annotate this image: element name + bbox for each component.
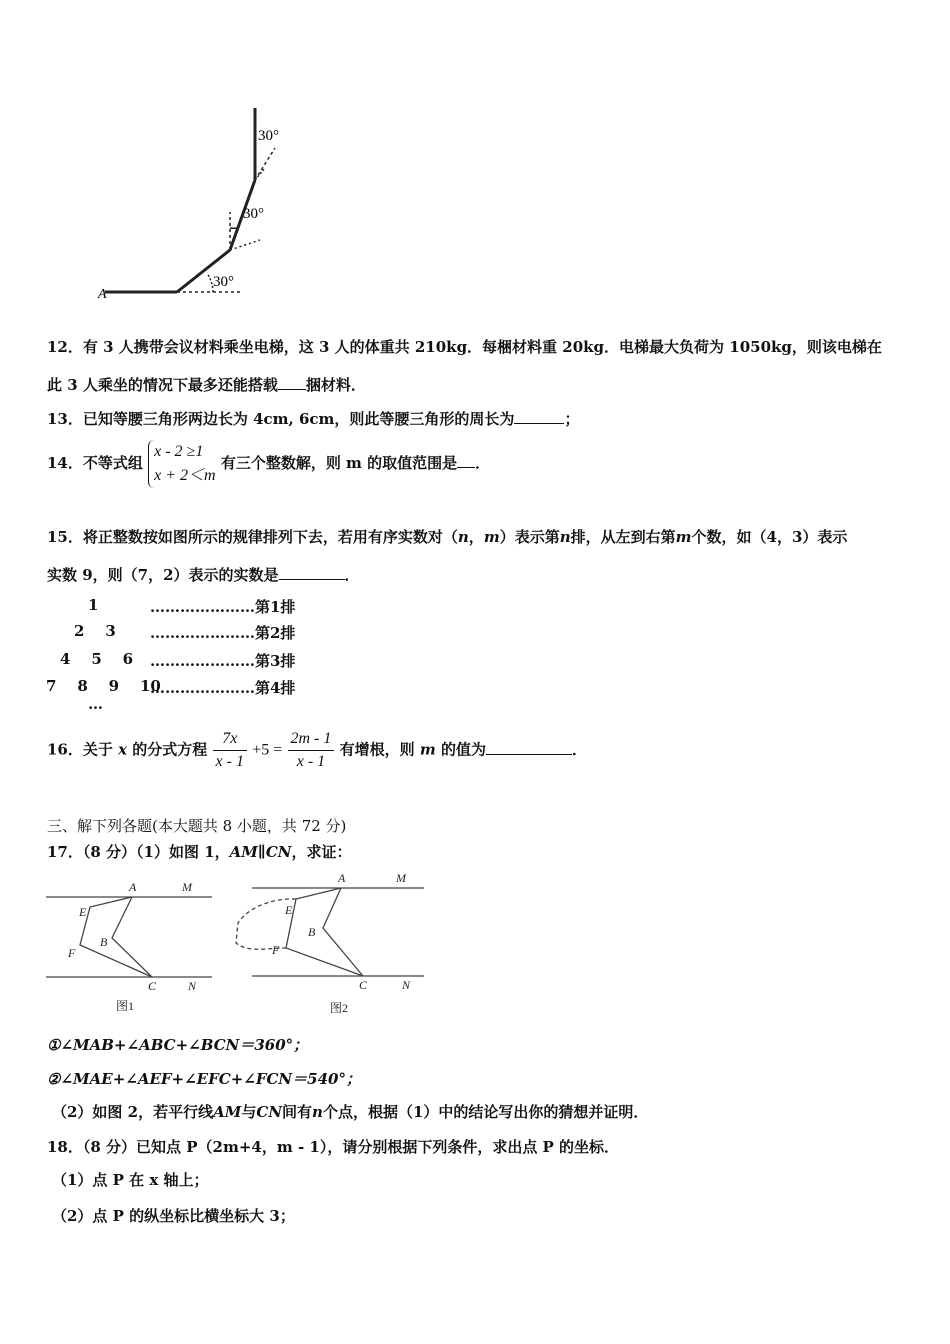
q12-line1: 12．有 3 人携带会议材料乘坐电梯，这 3 人的体重共 210kg．每梱材料重 20kg．电梯最大负荷为 1050kg，则该电梯在: [47, 338, 882, 356]
q16: [47, 730, 587, 771]
fig2-label-b: B: [308, 925, 316, 939]
q12-blank: [278, 375, 306, 390]
q18-item1: （1）点 P 在 x 轴上；: [52, 1171, 209, 1189]
angle-label-1: 30°: [213, 274, 234, 290]
triangle-row-1-label: …………………第1排: [150, 598, 296, 616]
q15-text-b: ）表示第: [499, 528, 560, 546]
triangle-row-2-nums: 2 3: [74, 622, 116, 640]
fraction-1-numerator: 7x: [213, 730, 247, 751]
triangle-row-2-label: …………………第2排: [150, 624, 296, 642]
q15-line1: [47, 526, 847, 547]
q16-m: m: [419, 740, 436, 759]
fig2-label-e: E: [285, 903, 293, 917]
q17-part2-cn: CN: [256, 1103, 283, 1121]
angle-label-3: 30°: [258, 128, 279, 144]
fig1-label-m: M: [182, 880, 192, 894]
q17-head-end: ，求证：: [291, 843, 352, 861]
q17-item1: [47, 1034, 308, 1055]
q17-head: [47, 841, 352, 862]
q15-comma: ，: [468, 528, 484, 546]
q13-end: ；: [564, 410, 580, 428]
q17-part2-a: （2）如图 2，若平行线: [52, 1103, 214, 1121]
q17-item2-text: ②∠MAE+∠AEF+∠EFC+∠FCN＝540°；: [47, 1070, 361, 1088]
fig2-label-n: N: [402, 978, 411, 992]
inequality-row2: x + 2＜m: [154, 467, 216, 484]
point-a-label: A: [98, 287, 107, 302]
q12-line2-pre: 此 3 人乘坐的情况下最多还能搭载: [47, 376, 278, 394]
q16-pre: 16．关于: [47, 740, 113, 759]
q16-blank: [486, 740, 572, 755]
triangle-row-3-nums: 4 5 6: [60, 650, 134, 668]
q18-item2: （2）点 P 的纵坐标比横坐标大 3；: [52, 1207, 295, 1225]
q13: [47, 408, 579, 429]
fig1-label-f: F: [68, 946, 76, 960]
triangle-row-3-label: …………………第3排: [150, 652, 296, 670]
section-3-heading: 三、解下列各题(本大题共 8 小题，共 72 分): [47, 817, 347, 835]
q15-text-a: 15．将正整数按如图所示的规律排列下去，若用有序实数对（: [47, 528, 458, 546]
fig2-label-f: F: [272, 943, 280, 957]
q16-post-a: 有增根，则: [339, 740, 415, 759]
q15-text-d: 个数，如（4，3）表示: [691, 528, 848, 546]
q15-n: n: [457, 528, 469, 546]
q12-line2: [47, 374, 366, 395]
q17-part2-d: 个点，根据（1）中的结论写出你的猜想并证明．: [322, 1103, 649, 1121]
fig2-label-c: C: [359, 978, 368, 992]
q14-pre: 14．不等式组: [47, 454, 143, 472]
fraction-2: [288, 730, 335, 771]
fraction-1-denominator: x - 1: [215, 753, 244, 770]
q17-part2-am: AM: [213, 1103, 242, 1121]
q14-blank: [457, 453, 475, 468]
fraction-2-denominator: x - 1: [296, 753, 326, 770]
q14-post: 有三个整数解，则 m 的取值范围是: [220, 454, 458, 472]
q13-text: 13．已知等腰三角形两边长为 4cm, 6cm，则此等腰三角形的周长为: [47, 410, 515, 428]
q17-part2-n: n: [312, 1103, 323, 1121]
triangle-row-4-label: …………………第4排: [150, 679, 296, 697]
q17-part2: [52, 1101, 648, 1122]
angle-path-figure: [95, 100, 305, 305]
q17-item2: [47, 1068, 361, 1089]
fig1-label-e: E: [79, 905, 87, 919]
triangle-row-4-nums: 7 8 9 10: [46, 677, 161, 695]
q15-line2: [47, 564, 360, 585]
fig1-label-b: B: [100, 935, 108, 949]
q16-end: ．: [572, 740, 588, 759]
q15-n-2: n: [559, 528, 571, 546]
q13-blank: [514, 409, 564, 424]
q15-m: m: [483, 528, 500, 546]
q17-part2-c: 间有: [282, 1103, 313, 1121]
q16-post-b: 的值为: [440, 740, 486, 759]
fraction-2-numerator: 2m - 1: [288, 730, 335, 751]
q14: [47, 440, 490, 488]
fig2-caption: 图2: [330, 1001, 349, 1015]
triangle-ellipsis: …: [88, 695, 103, 713]
q15-text-c: 排，从左到右第: [570, 528, 676, 546]
q14-end: ．: [475, 454, 491, 472]
inequality-system: [148, 440, 215, 488]
q17-item1-text: ①∠MAB+∠ABC+∠BCN＝360°；: [47, 1036, 309, 1054]
q16-x: x: [118, 740, 128, 759]
fraction-1: [213, 730, 247, 771]
q17-parallel: AM∥CN: [229, 843, 292, 861]
q15-line2-end: ．: [344, 566, 360, 584]
q15-line2-pre: 实数 9，则（7，2）表示的实数是: [47, 566, 279, 584]
fig2-label-a: A: [338, 871, 346, 885]
q12-line2-post: 捆材料．: [305, 376, 366, 394]
inequality-row1: x - 2 ≥1: [154, 443, 204, 460]
figure-1: [44, 876, 219, 1016]
fig2-label-m: M: [396, 871, 406, 885]
q17-part2-b: 与: [241, 1103, 257, 1121]
q16-mid: 的分式方程: [132, 740, 208, 759]
triangle-row-1-nums: 1: [88, 596, 99, 614]
fig1-caption: 图1: [116, 999, 135, 1013]
fig1-label-c: C: [148, 979, 157, 993]
figure-2: [228, 868, 433, 1018]
q18-head: 18．（8 分）已知点 P（2m+4，m - 1），请分别根据下列条件，求出点 P 的坐标．: [47, 1138, 620, 1156]
angle-label-2: 30°: [243, 206, 264, 222]
q15-blank: [279, 565, 345, 580]
q17-head-text: 17．（8 分）（1）如图 1，: [47, 843, 230, 861]
fig1-label-a: A: [129, 880, 137, 894]
q16-plus: +5 =: [252, 741, 283, 759]
fig1-label-n: N: [188, 979, 197, 993]
q15-m-2: m: [675, 528, 692, 546]
